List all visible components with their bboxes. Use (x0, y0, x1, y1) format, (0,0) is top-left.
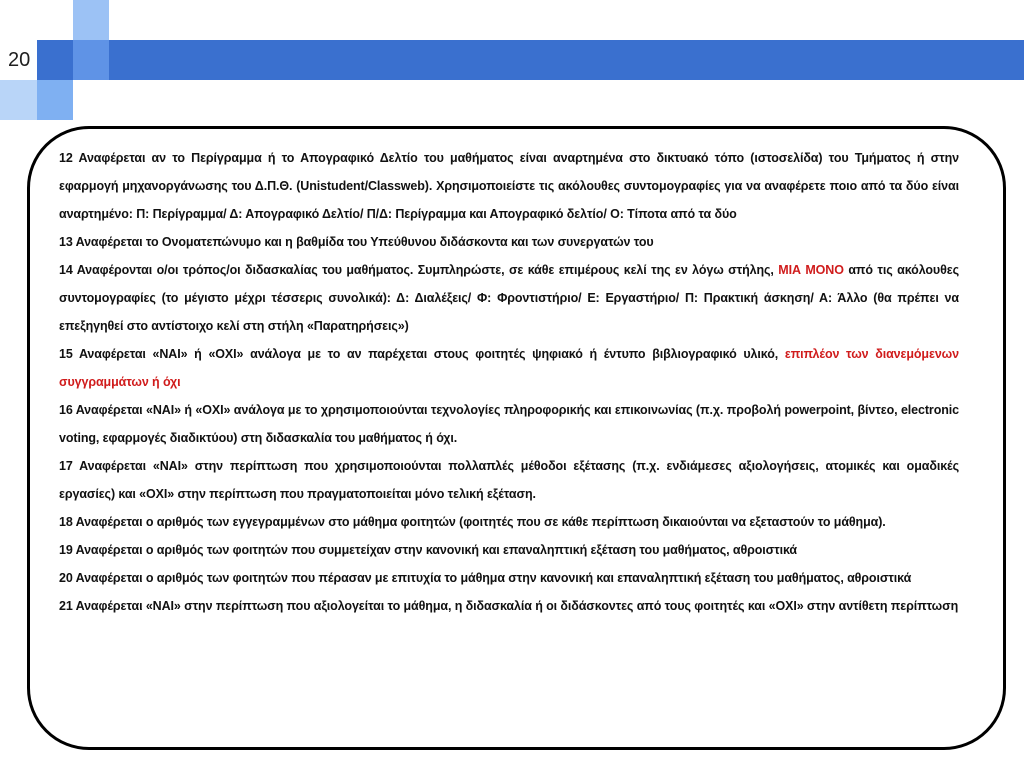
footnote-12: 12 Αναφέρεται αν το Περίγραμμα ή το Απογραφικό Δελτίο του μαθήματος είναι αναρτημένα στο δικτυακό τόπο (ιστοσελίδα) του Τμήματος ή στην εφαρμογή μηχανοργάνωσης του Δ.Π.Θ. (Unistudent/Classweb). Χρησιμοποιείστε τις ακόλουθες συντομογραφίες για να αναφέρετε ποιο από τα δύο είναι αναρτημένο: Π: Περίγραμμα/ Δ: Απογραφικό Δελτίο/ Π/Δ: Περίγραμμα και Απογραφικό δελτίο/ Ο: Τίποτα από τα δύο (59, 151, 959, 221)
footnote-15 (59, 340, 959, 396)
footnote-15-highlight: επιπλέον των διανεμόμενων συγγραμμάτων ή όχι (59, 347, 959, 389)
decorative-square (73, 40, 109, 80)
footnote-18: 18 Αναφέρεται ο αριθμός των εγγεγραμμένων στο μάθημα φοιτητών (φοιτητές που σε κάθε περίπτωση δικαιούνται να εξεταστούν το μάθημα). (59, 515, 886, 529)
decorative-square (37, 80, 73, 120)
footnote-13: 13 Αναφέρεται το Ονοματεπώνυμο και η βαθμίδα του Υπεύθυνου διδάσκοντα και των συνεργατών του (59, 235, 654, 249)
footnote-19: 19 Αναφέρεται ο αριθμός των φοιτητών που συμμετείχαν στην κανονική και επαναληπτική εξέταση του μαθήματος, αθροιστικά (59, 543, 798, 557)
footnote-14 (59, 256, 959, 340)
footnote-21: 21 Αναφέρεται «ΝΑΙ» στην περίπτωση που αξιολογείται το μάθημα, η διδασκαλία ή οι διδάσκοντες από τους φοιτητές και «ΟΧΙ» στην αντίθετη περίπτωση (59, 599, 959, 613)
footnote-17: 17 Αναφέρεται «ΝΑΙ» στην περίπτωση που χρησιμοποιούνται πολλαπλές μέθοδοι εξέτασης (π.χ. ενδιάμεσες αξιολογήσεις, ατομικές και ομαδικές εργασίες) και «ΟΧΙ» στην περίπτωση που πραγματοποιείται μόνο τελική εξέταση. (59, 459, 959, 501)
footnote-14-highlight: ΜΙΑ ΜΟΝΟ (778, 263, 844, 277)
footnotes-list (59, 144, 959, 620)
decorative-square (0, 80, 37, 120)
decorative-square (73, 0, 109, 40)
footnote-14-text-after: από τις ακόλουθες συντομογραφίες (το μέγιστο μέχρι τέσσερις συνολικά): Δ: Διαλέξεις/ Φ: Φροντιστήριο/ Ε: Εργαστήριο/ Π: Πρακτική άσκηση/ Α: Άλλο (θα πρέπει να επεξηγηθεί στο αντίστοιχο κελί στη στήλη «Παρατηρήσεις») (59, 263, 959, 333)
footnote-16: 16 Αναφέρεται «ΝΑΙ» ή «ΟΧΙ» ανάλογα με το χρησιμοποιούνται τεχνολογίες πληροφορικής και επικοινωνίας (π.χ. προβολή powerpoint, βίντεο, electronic voting, εφαρμογές διαδικτύου) στη διδασκαλία του μαθήματος ή όχι. (59, 403, 959, 445)
footnote-15-text-before: 15 Αναφέρεται «ΝΑΙ» ή «ΟΧΙ» ανάλογα με το αν παρέχεται στους φοιτητές ψηφιακό ή έντυπο βιβλιογραφικό υλικό, (59, 347, 785, 361)
footnote-14-text-before: 14 Αναφέρονται ο/οι τρόπος/οι διδασκαλίας του μαθήματος. Συμπληρώστε, σε κάθε επιμέρους κελί της εν λόγω στήλης, (59, 263, 779, 277)
slide-number: 20 (8, 49, 31, 71)
footnote-20: 20 Αναφέρεται ο αριθμός των φοιτητών που πέρασαν με επιτυχία το μάθημα στην κανονική και επαναληπτική εξέταση του μαθήματος, αθροιστικά (59, 571, 912, 585)
header-banner (0, 40, 1024, 80)
